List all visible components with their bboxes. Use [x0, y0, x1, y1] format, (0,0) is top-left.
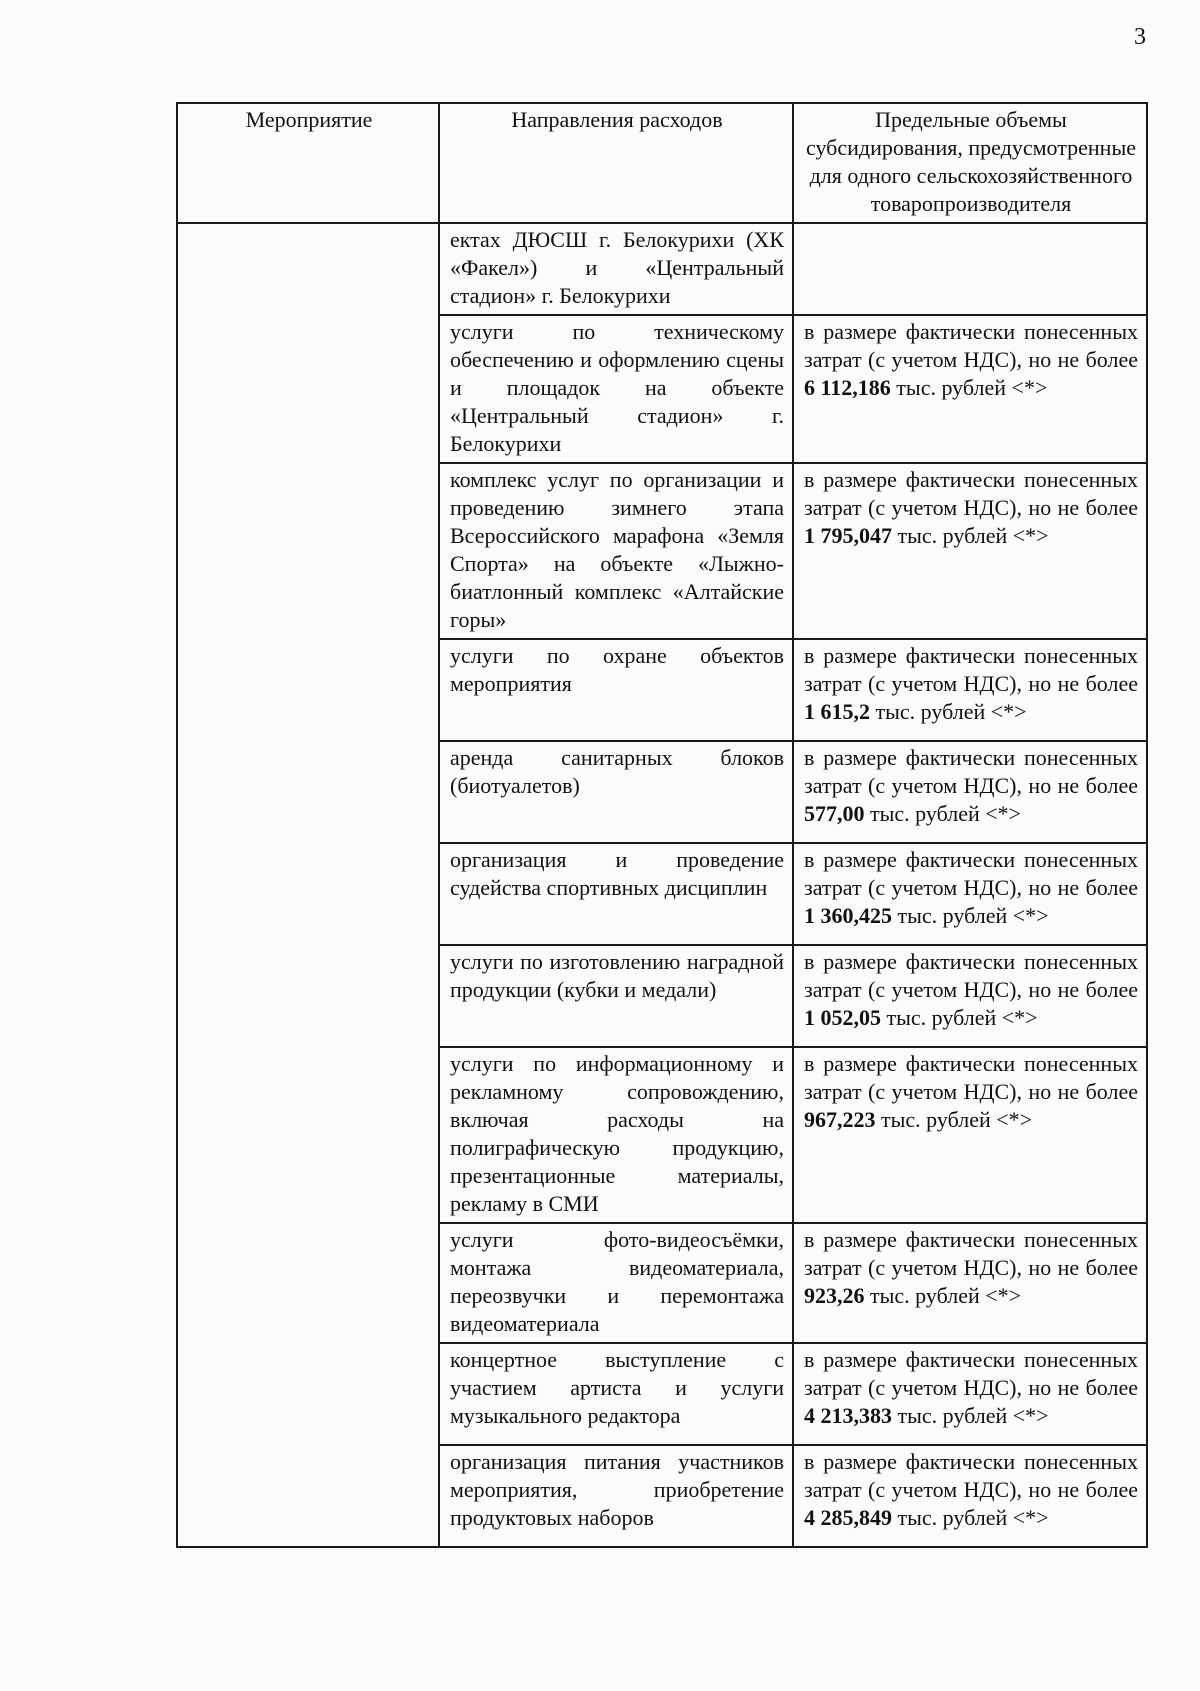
limit-cell: [793, 1445, 1147, 1547]
direction-cell: организация и проведение судейства спортивных дисциплин: [439, 843, 793, 945]
limit-prefix: в размере фактически понесенных затрат (с учетом НДС), но не более: [804, 1449, 1138, 1502]
limit-prefix: в размере фактически понесенных затрат (с учетом НДС), но не более: [804, 1347, 1138, 1400]
direction-cell: услуги по техническому обеспечению и оформлению сцены и площадок на объекте «Центральный стадион» г. Белокурихи: [439, 315, 793, 463]
limit-suffix: тыс. рублей <*>: [897, 1403, 1049, 1428]
direction-cell: организация питания участников мероприятия, приобретение продуктовых наборов: [439, 1445, 793, 1547]
header-limits: Предельные объемы субсидирования, предусмотренные для одного сельскохозяйственного товаропроизводителя: [793, 103, 1147, 223]
header-event: Мероприятие: [177, 103, 439, 223]
direction-cell: услуги по информационному и рекламному сопровождению, включая расходы на полиграфическую продукцию, презентационные материалы, рекламу в СМИ: [439, 1047, 793, 1223]
direction-cell: концертное выступление с участием артиста и услуги музыкального редактора: [439, 1343, 793, 1445]
limit-amount: 1 795,047: [804, 523, 892, 548]
limit-amount: 1 615,2: [804, 699, 870, 724]
page-number: 3: [1134, 24, 1146, 50]
limit-amount: 577,00: [804, 801, 865, 826]
limit-cell: [793, 945, 1147, 1047]
table-row: [177, 223, 1147, 315]
limit-cell: [793, 1223, 1147, 1343]
limit-suffix: тыс. рублей <*>: [870, 801, 1022, 826]
limit-suffix: тыс. рублей <*>: [870, 1283, 1022, 1308]
limit-cell: [793, 741, 1147, 843]
limit-amount: 923,26: [804, 1283, 865, 1308]
limit-cell: [793, 463, 1147, 639]
limit-prefix: в размере фактически понесенных затрат (с учетом НДС), но не более: [804, 319, 1138, 372]
direction-cell: аренда санитарных блоков (биотуалетов): [439, 741, 793, 843]
direction-cell: услуги по изготовлению наградной продукции (кубки и медали): [439, 945, 793, 1047]
limit-amount: 1 360,425: [804, 903, 892, 928]
subsidy-limits-table: [176, 102, 1148, 1548]
limit-suffix: тыс. рублей <*>: [897, 1505, 1049, 1530]
direction-cell: комплекс услуг по организации и проведению зимнего этапа Всероссийского марафона «Земля Спорта» на объекте «Лыжно-биатлонный комплекс «Алтайские горы»: [439, 463, 793, 639]
limit-suffix: тыс. рублей <*>: [886, 1005, 1038, 1030]
limit-prefix: в размере фактически понесенных затрат (с учетом НДС), но не более: [804, 467, 1138, 520]
limit-prefix: в размере фактически понесенных затрат (с учетом НДС), но не более: [804, 745, 1138, 798]
header-directions: Направления расходов: [439, 103, 793, 223]
limit-amount: 4 285,849: [804, 1505, 892, 1530]
limit-prefix: в размере фактически понесенных затрат (с учетом НДС), но не более: [804, 643, 1138, 696]
limit-suffix: тыс. рублей <*>: [875, 699, 1027, 724]
limit-suffix: тыс. рублей <*>: [896, 375, 1048, 400]
limit-cell: [793, 315, 1147, 463]
limit-prefix: в размере фактически понесенных затрат (с учетом НДС), но не более: [804, 1051, 1138, 1104]
limit-amount: 6 112,186: [804, 375, 891, 400]
limit-cell: [793, 1047, 1147, 1223]
limit-amount: 967,223: [804, 1107, 876, 1132]
limit-amount: 1 052,05: [804, 1005, 881, 1030]
limit-amount: 4 213,383: [804, 1403, 892, 1428]
limit-prefix: в размере фактически понесенных затрат (с учетом НДС), но не более: [804, 1227, 1138, 1280]
event-cell: [177, 223, 439, 1547]
limit-cell: [793, 639, 1147, 741]
limit-suffix: тыс. рублей <*>: [897, 523, 1049, 548]
limit-cell: [793, 223, 1147, 315]
limit-cell: [793, 843, 1147, 945]
limit-suffix: тыс. рублей <*>: [897, 903, 1049, 928]
limit-prefix: в размере фактически понесенных затрат (с учетом НДС), но не более: [804, 847, 1138, 900]
direction-cell: ектах ДЮСШ г. Белокурихи (ХК «Факел») и «Центральный стадион» г. Белокурихи: [439, 223, 793, 315]
table-header-row: [177, 103, 1147, 223]
limit-cell: [793, 1343, 1147, 1445]
direction-cell: услуги фото-видеосъёмки, монтажа видеоматериала, переозвучки и перемонтажа видеоматериала: [439, 1223, 793, 1343]
limit-prefix: в размере фактически понесенных затрат (с учетом НДС), но не более: [804, 949, 1138, 1002]
limit-suffix: тыс. рублей <*>: [881, 1107, 1033, 1132]
direction-cell: услуги по охране объектов мероприятия: [439, 639, 793, 741]
